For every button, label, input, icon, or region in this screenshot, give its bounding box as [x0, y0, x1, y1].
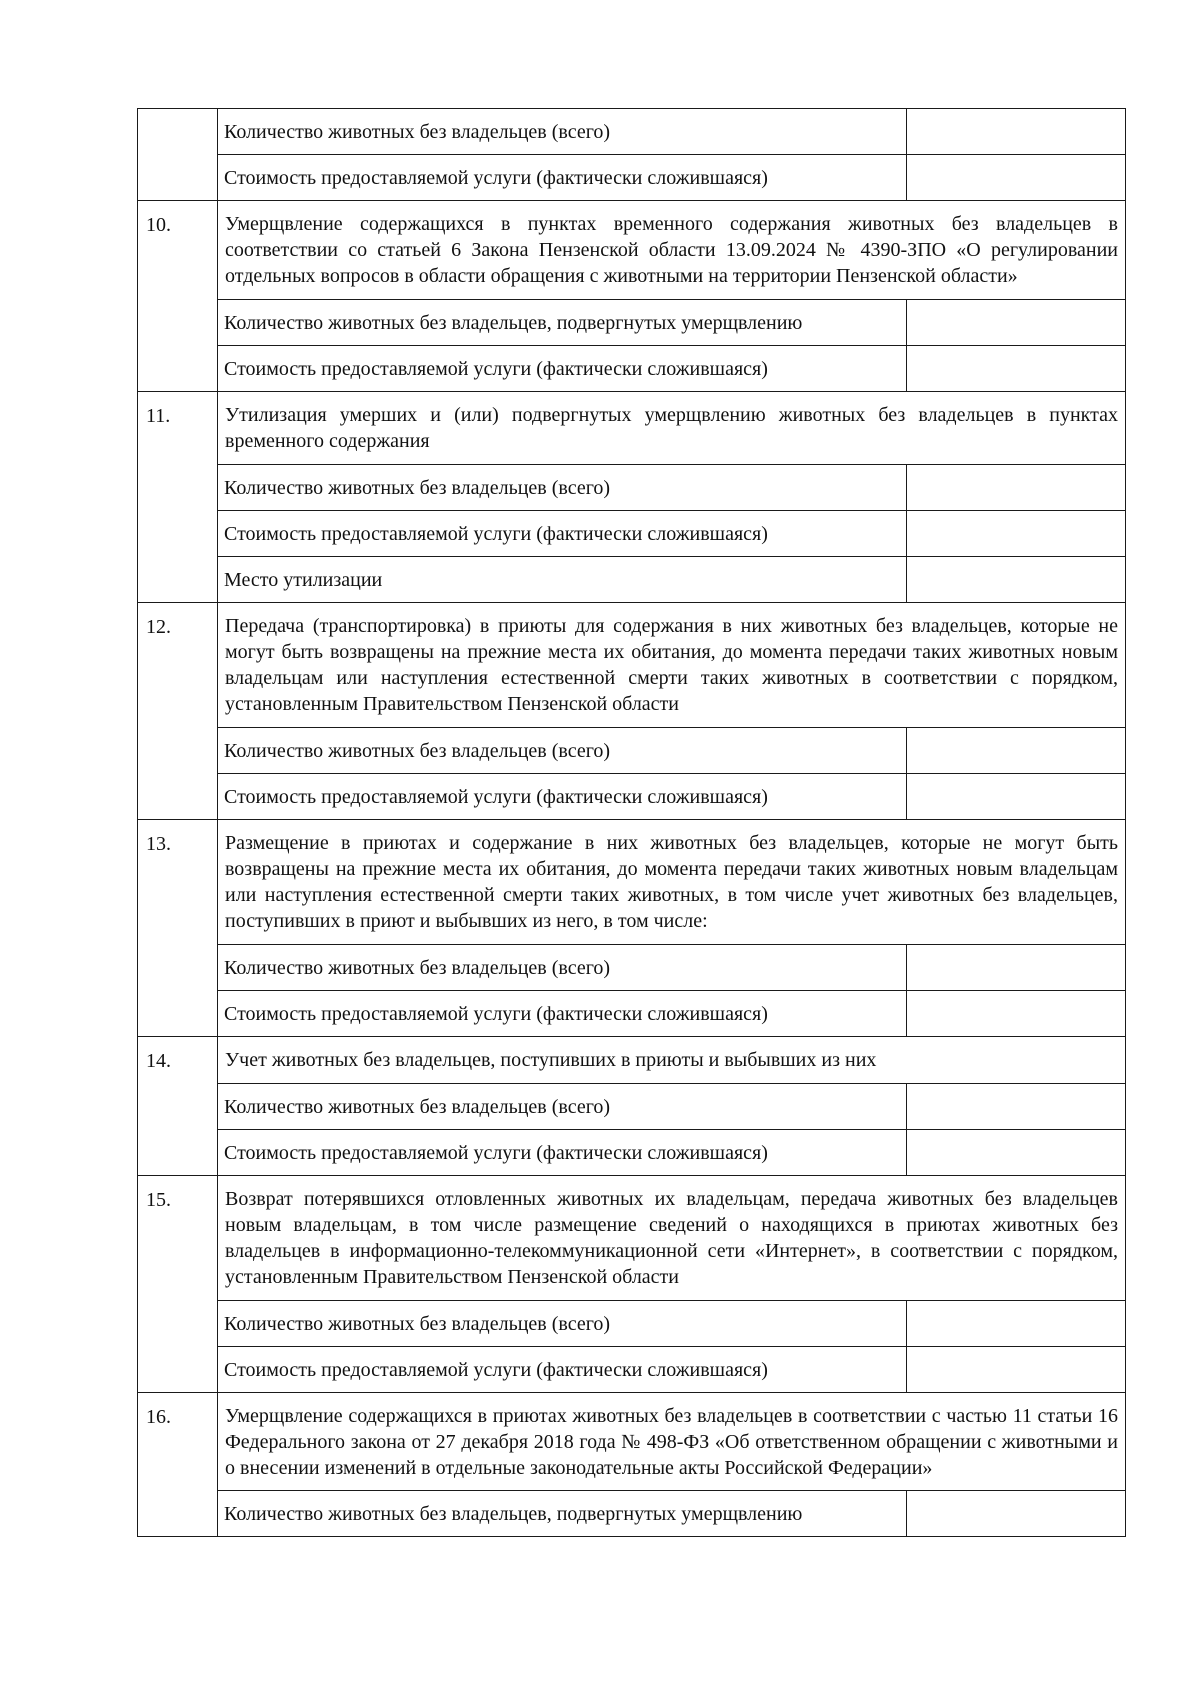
indicator-label: Стоимость предоставляемой услуги (фактически сложившаяся)	[218, 991, 907, 1037]
section-row	[138, 1393, 1126, 1491]
section-number: 13.	[138, 820, 218, 1037]
section-description: Умерщвление содержащихся в пунктах временного содержания животных без владельцев в соответствии со статьей 6 Закона Пензенской области 13.09.2024 № 4390-ЗПО «О регулировании отдельных вопросов в области обращения с животными на территории Пензенской области»	[218, 201, 1126, 300]
section-row	[138, 1037, 1126, 1084]
indicator-row	[138, 728, 1126, 774]
indicator-label: Место утилизации	[218, 557, 907, 603]
section-description: Передача (транспортировка) в приюты для содержания в них животных без владельцев, которые не могут быть возвращены на прежние места их обитания, до момента передачи таких животных новым владельцам или наступления естественной смерти таких животных в соответствии с порядком, установленным Правительством Пензенской области	[218, 603, 1126, 728]
indicator-row	[138, 557, 1126, 603]
indicator-value-cell[interactable]	[907, 1130, 1126, 1176]
indicator-row	[138, 1347, 1126, 1393]
indicator-value-cell[interactable]	[907, 774, 1126, 820]
indicator-row	[138, 300, 1126, 346]
indicator-row	[138, 1491, 1126, 1537]
indicator-label: Количество животных без владельцев (всего)	[218, 728, 907, 774]
indicator-row	[138, 465, 1126, 511]
indicator-label: Количество животных без владельцев (всего)	[218, 1084, 907, 1130]
indicator-value-cell[interactable]	[907, 346, 1126, 392]
indicator-label: Стоимость предоставляемой услуги (фактически сложившаяся)	[218, 346, 907, 392]
indicator-row	[138, 774, 1126, 820]
indicator-value-cell[interactable]	[907, 300, 1126, 346]
section-description: Возврат потерявшихся отловленных животных их владельцам, передача животных без владельцев новым владельцам, в том числе размещение сведений о находящихся в приютах животных без владельцев в информационно-телекоммуникационной сети «Интернет», в соответствии с порядком, установленным Правительством Пензенской области	[218, 1176, 1126, 1301]
indicator-row	[138, 991, 1126, 1037]
indicator-value-cell[interactable]	[907, 511, 1126, 557]
indicator-row	[138, 945, 1126, 991]
section-description: Учет животных без владельцев, поступивших в приюты и выбывших из них	[218, 1037, 1126, 1084]
indicator-label: Количество животных без владельцев (всего)	[218, 1301, 907, 1347]
section-number-cell	[138, 109, 218, 201]
indicator-value-cell[interactable]	[907, 557, 1126, 603]
section-row	[138, 392, 1126, 465]
section-number: 10.	[138, 201, 218, 392]
indicator-value-cell[interactable]	[907, 991, 1126, 1037]
indicator-value-cell[interactable]	[907, 1301, 1126, 1347]
section-number: 12.	[138, 603, 218, 820]
indicator-label: Количество животных без владельцев, подвергнутых умерщвлению	[218, 300, 907, 346]
indicator-value-cell[interactable]	[907, 728, 1126, 774]
indicator-label: Количество животных без владельцев, подвергнутых умерщвлению	[218, 1491, 907, 1537]
section-row	[138, 1176, 1126, 1301]
indicator-label: Стоимость предоставляемой услуги (фактически сложившаяся)	[218, 774, 907, 820]
indicator-row	[138, 155, 1126, 201]
indicator-row	[138, 1130, 1126, 1176]
indicator-label: Количество животных без владельцев (всего)	[218, 465, 907, 511]
indicator-value-cell[interactable]	[907, 155, 1126, 201]
section-description: Умерщвление содержащихся в приютах животных без владельцев в соответствии с частью 11 статьи 16 Федерального закона от 27 декабря 2018 года № 498-ФЗ «Об ответственном обращении с животными и о внесении изменений в отдельные законодательные акты Российской Федерации»	[218, 1393, 1126, 1491]
report-table	[137, 108, 1126, 1537]
indicator-value-cell[interactable]	[907, 945, 1126, 991]
section-row	[138, 820, 1126, 945]
indicator-label: Стоимость предоставляемой услуги (фактически сложившаяся)	[218, 1347, 907, 1393]
indicator-label: Стоимость предоставляемой услуги (фактически сложившаяся)	[218, 511, 907, 557]
indicator-row	[138, 346, 1126, 392]
indicator-label: Количество животных без владельцев (всего)	[218, 945, 907, 991]
section-description: Утилизация умерших и (или) подвергнутых умерщвлению животных без владельцев в пунктах временного содержания	[218, 392, 1126, 465]
indicator-value-cell[interactable]	[907, 109, 1126, 155]
indicator-value-cell[interactable]	[907, 1084, 1126, 1130]
section-description: Размещение в приютах и содержание в них животных без владельцев, которые не могут быть возвращены на прежние места их обитания, до момента передачи таких животных новым владельцам или наступления естественной смерти таких животных, в том числе учет животных без владельцев, поступивших в приют и выбывших из него, в том числе:	[218, 820, 1126, 945]
indicator-label: Количество животных без владельцев (всего)	[218, 109, 907, 155]
section-number: 15.	[138, 1176, 218, 1393]
section-row	[138, 603, 1126, 728]
section-number: 11.	[138, 392, 218, 603]
section-number: 16.	[138, 1393, 218, 1537]
report-table-body	[138, 109, 1126, 1537]
section-row	[138, 201, 1126, 300]
indicator-label: Стоимость предоставляемой услуги (фактически сложившаяся)	[218, 1130, 907, 1176]
indicator-row	[138, 511, 1126, 557]
indicator-value-cell[interactable]	[907, 1491, 1126, 1537]
indicator-value-cell[interactable]	[907, 465, 1126, 511]
section-number: 14.	[138, 1037, 218, 1176]
indicator-row	[138, 1084, 1126, 1130]
indicator-row	[138, 109, 1126, 155]
indicator-row	[138, 1301, 1126, 1347]
indicator-label: Стоимость предоставляемой услуги (фактически сложившаяся)	[218, 155, 907, 201]
indicator-value-cell[interactable]	[907, 1347, 1126, 1393]
